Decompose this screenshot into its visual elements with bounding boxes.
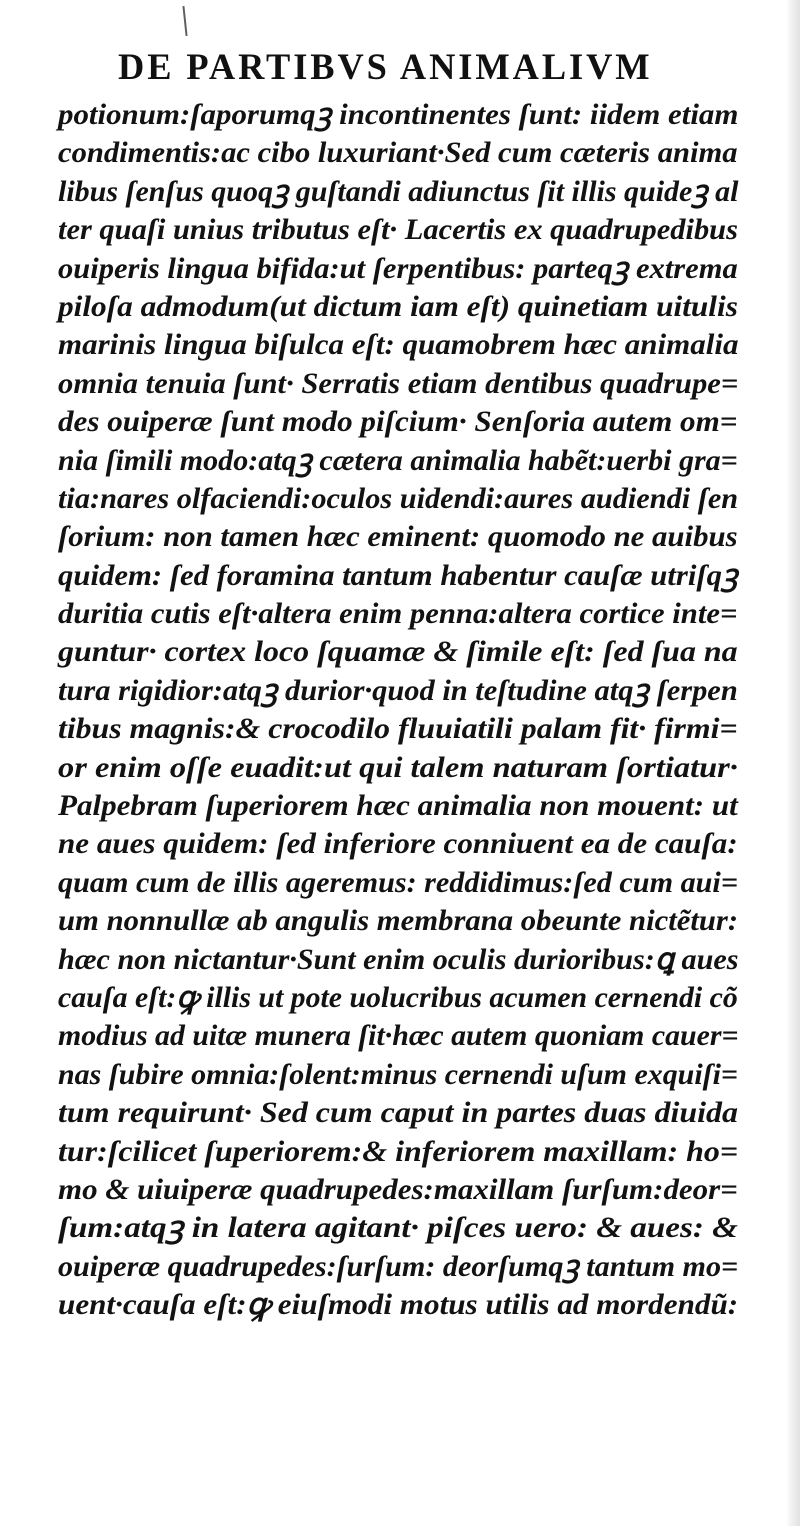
text-line: ouiperis lingua bifida:ut ſerpentibus: parteqꝫ extrema (58, 252, 738, 285)
text-line: piloſa admodum(ut dictum iam eſt) quinetiam uitulis (58, 290, 738, 323)
text-line: quam cum de illis ageremus: reddidimus:ſed cum aui= (58, 866, 739, 899)
text-line: ne aues quidem: ſed inferiore conniuent ea de cauſa: (58, 828, 738, 861)
text-line: ter quaſi unius tributus eſt· Lacertis ex quadrupedibus (58, 214, 738, 247)
text-line: tura rigidior:atqꝫ durior·quod in teſtudine atqꝫ ſerpen (58, 674, 738, 707)
text-line: tibus magnis:& crocodilo fluuiatili palam fit· firmi= (58, 713, 738, 746)
text-line: libus ſenſus quoqꝫ guſtandi adiunctus ſit illis quideꝫ al (58, 175, 739, 208)
text-line: guntur· cortex loco ſquamæ & ſimile eſt: ſed ſua na (58, 636, 738, 669)
text-line: marinis lingua biſulca eſt: quamobrem hæc animalia (58, 329, 739, 362)
text-line: ſum:atqꝫ in latera agitant· piſces uero: & aues: & (58, 1212, 738, 1245)
text-line: hæc non nictantur·Sunt enim oculis durioribus:ꝗ aues (58, 943, 739, 976)
text-line: um nonnullæ ab angulis membrana obeunte nictẽtur: (58, 905, 739, 938)
text-line: uent·cauſa eſt:ꝙ eiuſmodi motus utilis ad mordendũ: (58, 1289, 739, 1322)
running-head: DE PARTIBVS ANIMALIVM (118, 47, 653, 88)
text-line: modius ad uitæ munera ſit·hæc autem quoniam cauer= (58, 1020, 739, 1053)
text-line: tur:ſcilicet ſuperiorem:& inferiorem maxillam: ho= (58, 1135, 739, 1168)
text-line: omnia tenuia ſunt· Serratis etiam dentibus quadrupe= (58, 367, 739, 400)
text-line: tia:nares olfaciendi:oculos uidendi:aures audiendi ſen (58, 482, 739, 515)
text-line: quidem: ſed foramina tantum habentur cauſæ utriſqꝫ (58, 559, 738, 592)
body-text (58, 96, 738, 1325)
text-line: des ouiperæ ſunt modo piſcium· Senſoria autem om= (58, 406, 738, 439)
text-line: duritia cutis eſt·altera enim penna:altera cortice inte= (58, 598, 738, 631)
text-line: nia ſimili modo:atqꝫ cætera animalia habẽt:uerbi gra= (58, 444, 738, 477)
text-line: or enim oſſe euadit:ut qui talem naturam ſortiatur· (58, 751, 738, 784)
text-line: potionum:ſaporumqꝫ incontinentes ſunt: iidem etiam (58, 99, 739, 131)
text-line: nas ſubire omnia:ſolent:minus cernendi uſum exquiſi= (58, 1058, 738, 1091)
text-line: ſorium: non tamen hæc eminent: quomodo ne auibus (58, 521, 738, 554)
text-line: tum requirunt· Sed cum caput in partes duas diuida (58, 1097, 739, 1130)
text-line: mo & uiuiperæ quadrupedes:maxillam ſurſum:deor= (58, 1173, 738, 1206)
scan-mark (182, 6, 187, 36)
text-line: Palpebram ſuperiorem hæc animalia non mouent: ut (58, 790, 738, 823)
text-line: ouiperæ quadrupedes:ſurſum: deorſumqꝫ tantum mo= (58, 1250, 739, 1283)
text-line: condimentis:ac cibo luxuriant·Sed cum cæteris anima (58, 137, 738, 170)
text-line: cauſa eſt:ꝙ illis ut pote uolucribus acumen cernendi cõ (58, 981, 738, 1014)
